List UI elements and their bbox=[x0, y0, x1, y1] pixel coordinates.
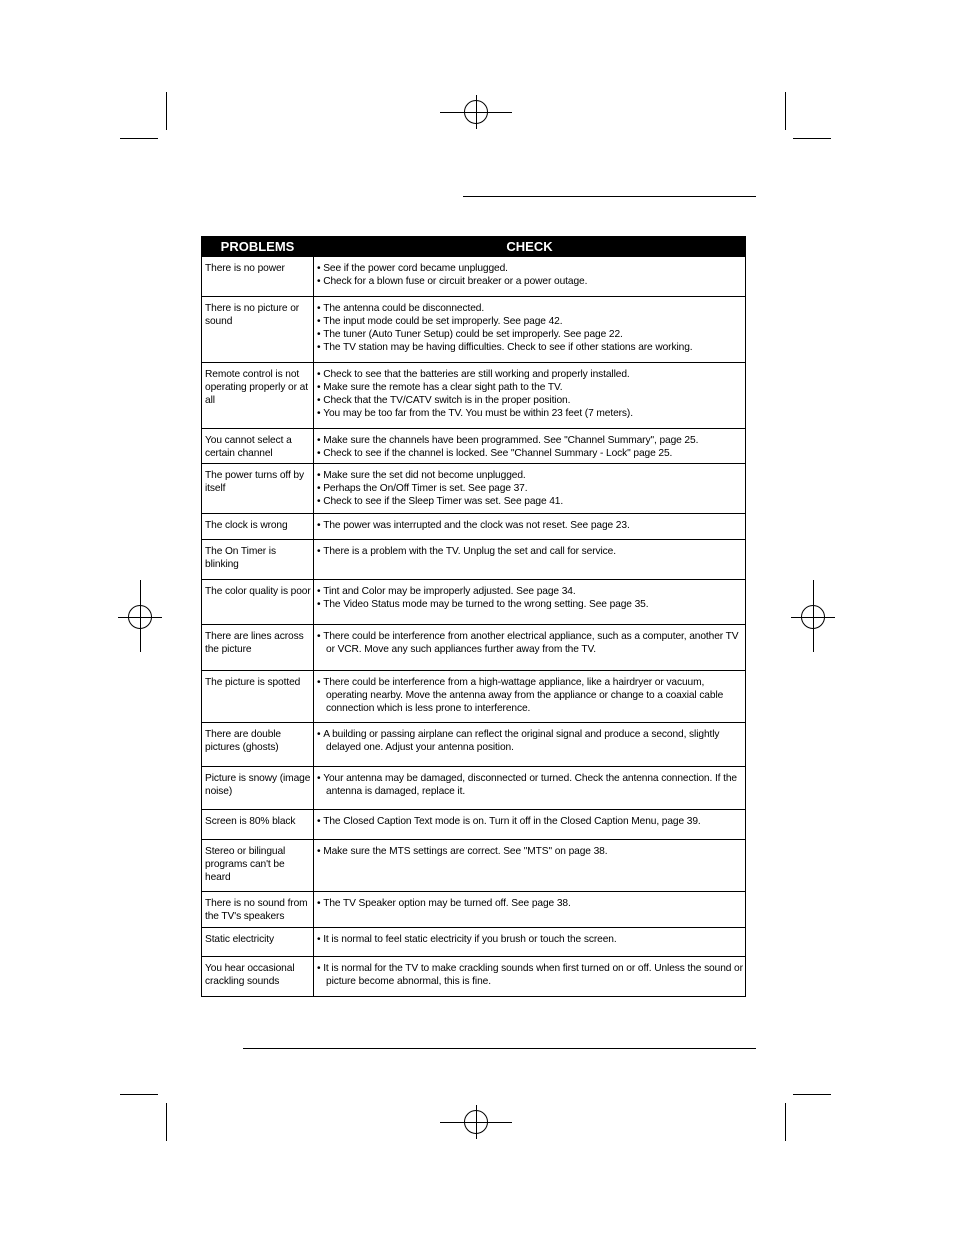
table-header-row bbox=[202, 237, 746, 257]
check-cell bbox=[314, 297, 746, 363]
table-row bbox=[202, 957, 746, 997]
crop-mark bbox=[120, 1094, 158, 1095]
problem-cell: There is no sound from the TV's speakers bbox=[202, 892, 314, 928]
check-item: • There could be interference from another electrical appliance, such as a computer, another TV or VCR. Move any such appliances further away from the TV. bbox=[317, 630, 743, 656]
problem-cell: There are lines across the picture bbox=[202, 625, 314, 671]
check-cell bbox=[314, 767, 746, 810]
problem-cell: The On Timer is blinking bbox=[202, 540, 314, 580]
check-item: • It is normal to feel static electricity if you brush or touch the screen. bbox=[317, 933, 743, 946]
problem-cell: Stereo or bilingual programs can't be heard bbox=[202, 840, 314, 892]
header-rule bbox=[463, 196, 756, 197]
check-item: • Tint and Color may be improperly adjusted. See page 34. bbox=[317, 585, 743, 598]
check-cell bbox=[314, 540, 746, 580]
check-item: • The input mode could be set improperly. See page 42. bbox=[317, 315, 743, 328]
footer-rule bbox=[243, 1048, 756, 1049]
table-row bbox=[202, 928, 746, 957]
check-cell bbox=[314, 257, 746, 297]
problem-cell: Static electricity bbox=[202, 928, 314, 957]
problem-cell: There is no picture or sound bbox=[202, 297, 314, 363]
check-cell bbox=[314, 464, 746, 514]
check-item: • Make sure the MTS settings are correct. See "MTS" on page 38. bbox=[317, 845, 743, 858]
problem-cell: There is no power bbox=[202, 257, 314, 297]
check-cell bbox=[314, 429, 746, 464]
check-item: • Make sure the set did not become unplugged. bbox=[317, 469, 743, 482]
problem-cell: Picture is snowy (image noise) bbox=[202, 767, 314, 810]
check-item: • Check to see that the batteries are still working and properly installed. bbox=[317, 368, 743, 381]
crop-mark bbox=[793, 1094, 831, 1095]
check-cell bbox=[314, 625, 746, 671]
check-item: • There is a problem with the TV. Unplug the set and call for service. bbox=[317, 545, 743, 558]
check-item: • Make sure the channels have been programmed. See "Channel Summary", page 25. bbox=[317, 434, 743, 447]
check-item: • See if the power cord became unplugged. bbox=[317, 262, 743, 275]
check-cell bbox=[314, 514, 746, 540]
problem-cell: There are double pictures (ghosts) bbox=[202, 723, 314, 767]
table-row bbox=[202, 840, 746, 892]
table-row bbox=[202, 540, 746, 580]
check-item: • The tuner (Auto Tuner Setup) could be set improperly. See page 22. bbox=[317, 328, 743, 341]
table-row bbox=[202, 625, 746, 671]
check-cell bbox=[314, 957, 746, 997]
problem-cell: You cannot select a certain channel bbox=[202, 429, 314, 464]
problem-cell: The color quality is poor bbox=[202, 580, 314, 625]
check-item: • A building or passing airplane can reflect the original signal and produce a second, slightly delayed one. Adjust your antenna position. bbox=[317, 728, 743, 754]
check-cell bbox=[314, 928, 746, 957]
check-item: • Make sure the remote has a clear sight path to the TV. bbox=[317, 381, 743, 394]
check-cell bbox=[314, 810, 746, 840]
check-header: CHECK bbox=[314, 237, 746, 257]
problem-cell: Screen is 80% black bbox=[202, 810, 314, 840]
table-row bbox=[202, 257, 746, 297]
check-item: • Your antenna may be damaged, disconnected or turned. Check the antenna connection. If the antenna is damaged, replace it. bbox=[317, 772, 743, 798]
problem-cell: The clock is wrong bbox=[202, 514, 314, 540]
check-item: • It is normal for the TV to make crackling sounds when first turned on or off. Unless the sound or picture become abnormal, this is fine. bbox=[317, 962, 743, 988]
table-row bbox=[202, 580, 746, 625]
check-item: • Check to see if the channel is locked. See "Channel Summary - Lock" page 25. bbox=[317, 447, 743, 460]
problem-cell: The picture is spotted bbox=[202, 671, 314, 723]
check-cell bbox=[314, 723, 746, 767]
table-row bbox=[202, 723, 746, 767]
check-item: • The Closed Caption Text mode is on. Turn it off in the Closed Caption Menu, page 39. bbox=[317, 815, 743, 828]
check-item: • Check to see if the Sleep Timer was set. See page 41. bbox=[317, 495, 743, 508]
check-item: • Perhaps the On/Off Timer is set. See page 37. bbox=[317, 482, 743, 495]
check-item: • Check that the TV/CATV switch is in the proper position. bbox=[317, 394, 743, 407]
table-row bbox=[202, 429, 746, 464]
table-row bbox=[202, 297, 746, 363]
crop-mark bbox=[785, 1103, 786, 1141]
crop-mark bbox=[793, 138, 831, 139]
problems-header: PROBLEMS bbox=[202, 237, 314, 257]
table-row bbox=[202, 464, 746, 514]
table-row bbox=[202, 892, 746, 928]
check-cell bbox=[314, 840, 746, 892]
check-item: • The TV Speaker option may be turned off. See page 38. bbox=[317, 897, 743, 910]
crop-mark bbox=[166, 92, 167, 130]
check-item: • You may be too far from the TV. You must be within 23 feet (7 meters). bbox=[317, 407, 743, 420]
problem-cell: The power turns off by itself bbox=[202, 464, 314, 514]
table-row bbox=[202, 514, 746, 540]
check-cell bbox=[314, 671, 746, 723]
check-item: • The TV station may be having difficulties. Check to see if other stations are working. bbox=[317, 341, 743, 354]
check-cell bbox=[314, 892, 746, 928]
check-item: • The power was interrupted and the clock was not reset. See page 23. bbox=[317, 519, 743, 532]
check-cell bbox=[314, 580, 746, 625]
table-row bbox=[202, 363, 746, 429]
crop-mark bbox=[120, 138, 158, 139]
troubleshooting-table bbox=[201, 236, 746, 997]
crop-mark bbox=[166, 1103, 167, 1141]
table-row bbox=[202, 810, 746, 840]
check-item: • The antenna could be disconnected. bbox=[317, 302, 743, 315]
table-row bbox=[202, 671, 746, 723]
crop-mark bbox=[785, 92, 786, 130]
check-item: • Check for a blown fuse or circuit breaker or a power outage. bbox=[317, 275, 743, 288]
problem-cell: Remote control is not operating properly or at all bbox=[202, 363, 314, 429]
problem-cell: You hear occasional crackling sounds bbox=[202, 957, 314, 997]
check-item: • There could be interference from a high-wattage appliance, like a hairdryer or vacuum, operating nearby. Move the antenna away from the appliance or change to a coaxial cable connection which is less prone to interference. bbox=[317, 676, 743, 715]
table-row bbox=[202, 767, 746, 810]
check-item: • The Video Status mode may be turned to the wrong setting. See page 35. bbox=[317, 598, 743, 611]
check-cell bbox=[314, 363, 746, 429]
